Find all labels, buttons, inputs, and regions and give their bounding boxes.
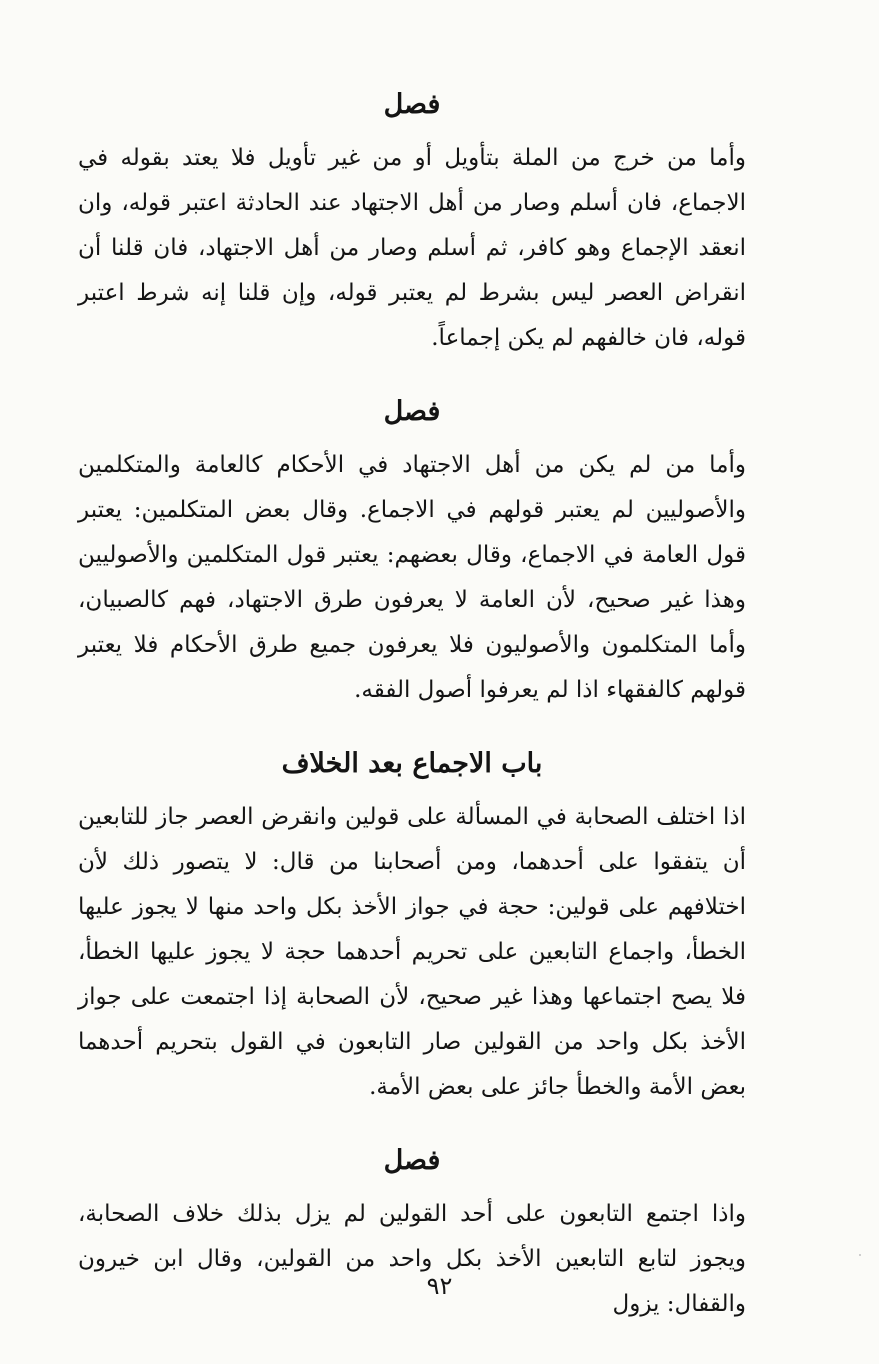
- book-page: [78, 78, 746, 1327]
- page-number: ٩٢: [426, 1272, 453, 1300]
- paper-speck: [859, 1254, 861, 1256]
- paragraph: وأما من خرج من الملة بتأويل أو من غير تأويل فلا يعتد بقوله في الاجماع، فان أسلم وصار من أهل الاجتهاد عند الحادثة اعتبر قوله، وان انعقد الإجماع وهو كافر، ثم أسلم وصار من أهل الاجتهاد، فان قلنا أن انقراض العصر ليس بشرط لم يعتبر قوله، وإن قلنا إنه شرط اعتبر قوله، فان خالفهم لم يكن إجماعاً.: [78, 145, 746, 351]
- section-heading: فصل: [383, 396, 441, 427]
- paragraph: وأما من لم يكن من أهل الاجتهاد في الأحكام كالعامة والمتكلمين والأصوليين لم يعتبر قولهم في الاجماع. وقال بعض المتكلمين: يعتبر قول العامة في الاجماع، وقال بعضهم: يعتبر قول المتكلمين والأصوليين وهذا غير صحيح، لأن العامة لا يعرفون طرق الاجتهاد، فهم كالصبيان، وأما المتكلمون والأصوليون فلا يعرفون جميع طرق الأحكام فلا يعتبر قولهم كالفقهاء اذا لم يعرفوا أصول الفقه.: [78, 452, 746, 703]
- section-heading: فصل: [383, 89, 441, 120]
- paragraph: واذا اجتمع التابعون على أحد القولين لم يزل بذلك خلاف الصحابة، ويجوز لتابع التابعين الأخذ بكل واحد من القولين، وقال ابن خيرون والقفال: يزول: [78, 1201, 746, 1317]
- paragraph: اذا اختلف الصحابة في المسألة على قولين وانقرض العصر جاز للتابعين أن يتفقوا على أحدهما، ومن أصحابنا من قال: لا يتصور ذلك لأن اختلافهم على قولين: حجة في جواز الأخذ بكل واحد منها لا يجوز عليها الخطأ، واجماع التابعين على تحريم أحدهما حجة لا يجوز عليها الخطأ، فلا يصح اجتماعها وهذا غير صحيح، لأن الصحابة إذا اجتمعت على جواز الأخذ بكل واحد من القولين صار التابعون في القول بتحريم أحدهما بعض الأمة والخطأ جائز على بعض الأمة.: [78, 804, 747, 1100]
- chapter-heading: باب الاجماع بعد الخلاف: [281, 748, 543, 779]
- section-heading: فصل: [383, 1145, 441, 1176]
